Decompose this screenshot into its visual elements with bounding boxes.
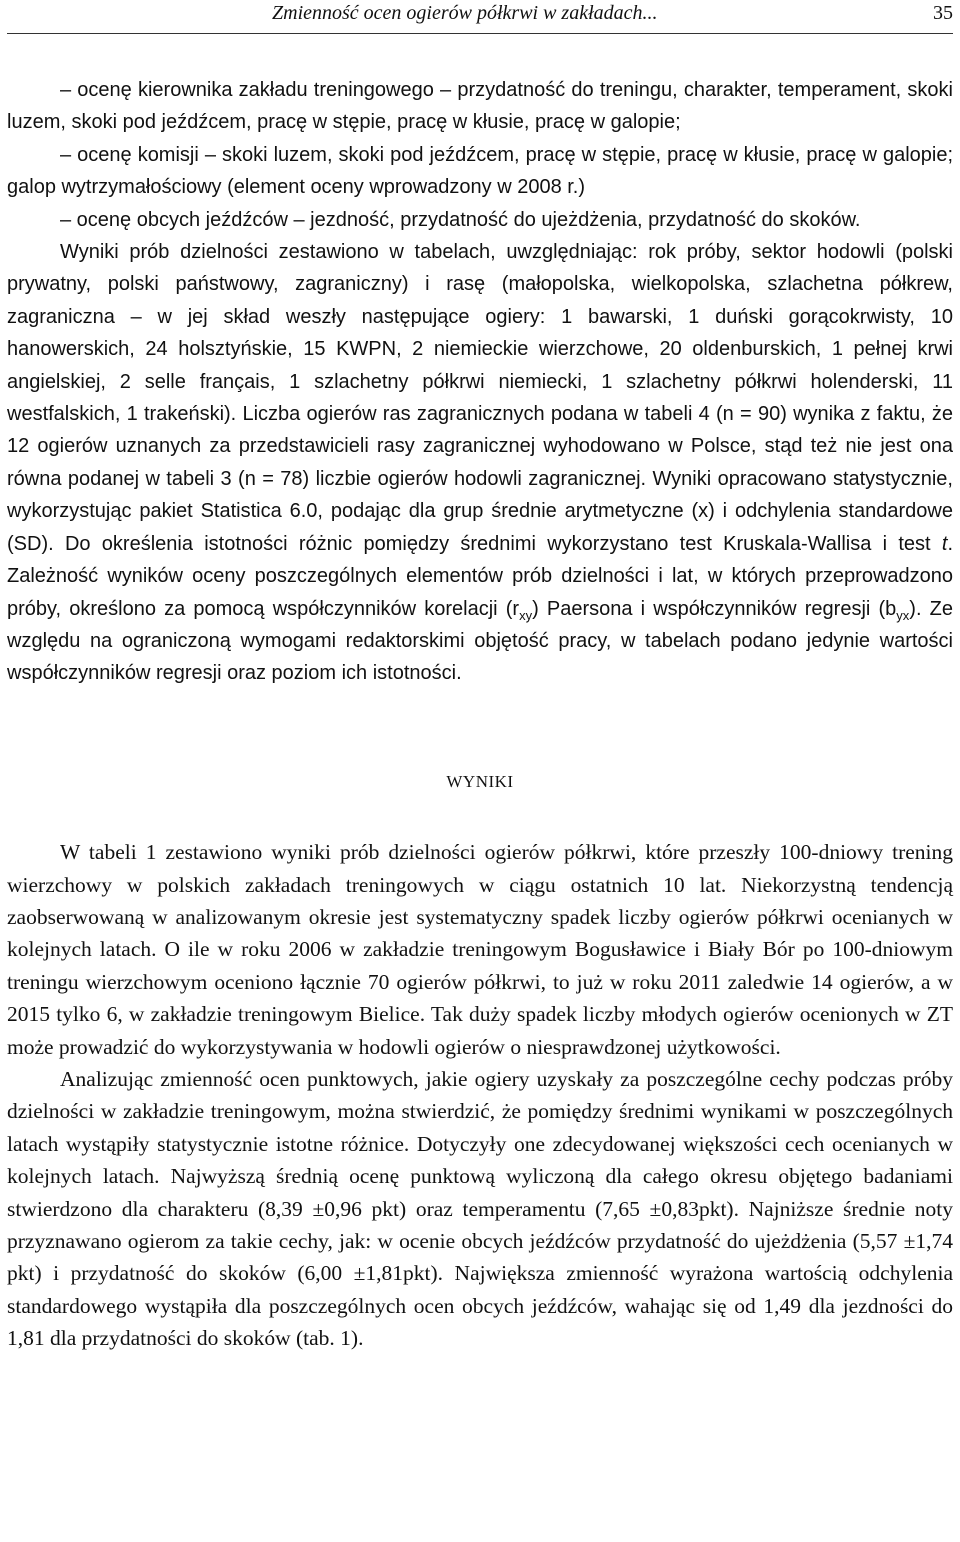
methods-text: ). Ze względu na ograniczoną wymogami redaktorskimi objętość pracy, w tabelach podano jedynie wartości współczynników regresji oraz poziom ich istotności. — [7, 597, 953, 685]
body-text — [7, 74, 953, 1355]
t-test-symbol: t — [941, 532, 948, 555]
document-page — [7, 0, 953, 1355]
subscript-yx: yx — [896, 607, 910, 623]
methods-text: Wyniki prób dzielności zestawiono w tabelach, uwzględniając: rok próby, sektor hodowli (polski prywatny, polski państwowy, zagraniczny) i rasę (małopolska, wielkopolska, szlachetna półkrew, zagraniczna – w jej skład weszły następujące ogiery: 1 bawarski, 1 duński gorącokrwisty, 10 hanowerskich, 24 holsztyńskie, 15 KWPN, 2 niemieckie wierzchowe, 20 oldenburskich, 1 pełnej krwi angielskiej, 2 selle français, 1 szlachetny półkrwi niemiecki, 1 szlachetny półkrwi holenderski, 11 westfalskich, 1 trakeński). Liczba ogierów ras zagranicznych podana w tabeli 4 (n = 90) wynika z faktu, że 12 ogierów uznanych za przedstawicieli rasy zagranicznej wyhodowano w Polsce, stąd też nie jest ona równa podanej w tabeli 3 (n = 78) liczbie ogierów hodowli zagranicznej. Wyniki opracowano statystycznie, wykorzystując pakiet Statistica 6.0, podając dla grup średnie arytmetyczne (x) i odchylenia standardowe (SD). Do określenia istotności różnic pomiędzy średnimi wykorzystano test Kruskala-Wallisa i test — [7, 241, 953, 555]
methods-paragraph — [7, 236, 953, 690]
subscript-xy: xy — [519, 607, 533, 623]
page-number: 35 — [933, 2, 953, 24]
results-paragraph: Analizując zmienność ocen punktowych, jakie ogiery uzyskały za poszczególne cechy podczas próby dzielności w zakładzie treningowym, można stwierdzić, że pomiędzy średnimi wynikami w poszczególnych latach wystąpiły statystycznie istotne różnice. Dotyczyły one zdecydowanej większości cech ocenianych w kolejnych latach. Najwyższą średnią ocenę punktową wyliczoną dla całego okresu objętego badaniami stwierdzono dla charakteru (8,39 ±0,96 pkt) oraz temperamentu (7,65 ±0,83pkt). Najniższe średnie noty przyznawano ogierom za takie cechy, jak: w ocenie obcych jeźdźców przydatność do ujeżdżenia (5,57 ±1,74 pkt) i przydatność do skoków (6,00 ±1,81pkt). Największa zmienność wyrażona wartością odchylenia standardowego wystąpiła dla poszczególnych ocen obcych jeźdźców, wahając się od 1,49 dla jezdności do 1,81 dla przydatności do skoków (tab. 1). — [7, 1066, 953, 1351]
running-header — [7, 0, 953, 34]
running-title: Zmienność ocen ogierów półkrwi w zakładach... — [272, 2, 658, 24]
assessment-list — [7, 74, 953, 236]
list-item: – ocenę obcych jeźdźców – jezdność, przydatność do ujeżdżenia, przydatność do skoków. — [60, 208, 861, 231]
methods-text: . Zależność wyników oceny poszczególnych elementów prób dzielności i lat, w których przeprowadzono próby, określono za pomocą współczynników korelacji (r — [7, 532, 953, 620]
section-heading: WYNIKI — [446, 771, 514, 791]
list-item: – ocenę komisji – skoki luzem, skoki pod jeźdźcem, pracę w stępie, pracę w kłusie, pracę w galopie; galop wytrzymałościowy (element oceny wprowadzony w 2008 r.) — [7, 143, 953, 199]
methods-text: ) Paersona i współczynników regresji (b — [532, 597, 897, 620]
list-item: – ocenę kierownika zakładu treningowego – przydatność do treningu, charakter, temperament, skoki luzem, skoki pod jeźdźcem, pracę w stępie, pracę w kłusie, pracę w galopie; — [7, 79, 953, 134]
results-paragraph: W tabeli 1 zestawiono wyniki prób dzielności ogierów półkrwi, które przeszły 100-dniowy trening wierzchowy w polskich zakładach treningowych w ciągu ostatnich 10 lat. Niekorzystną tendencją zaobserwowaną w analizowanym okresie jest systematyczny spadek liczby ogierów półkrwi ocenianych w kolejnych latach. O ile w roku 2006 w zakładzie treningowym Bogusławice i Biały Bór po 100-dniowym treningu wierzchowym oceniono łącznie 70 ogierów półkrwi, to już w roku 2011 zaledwie 14 ogierów, a w 2015 tylko 6, w zakładzie treningowym Bielice. Tak duży spadek liczby młodych ogierów ocenionych w ZT może prowadzić do wykorzystywania w hodowli ogierów o niesprawdzonej użytkowości. — [7, 840, 953, 1059]
